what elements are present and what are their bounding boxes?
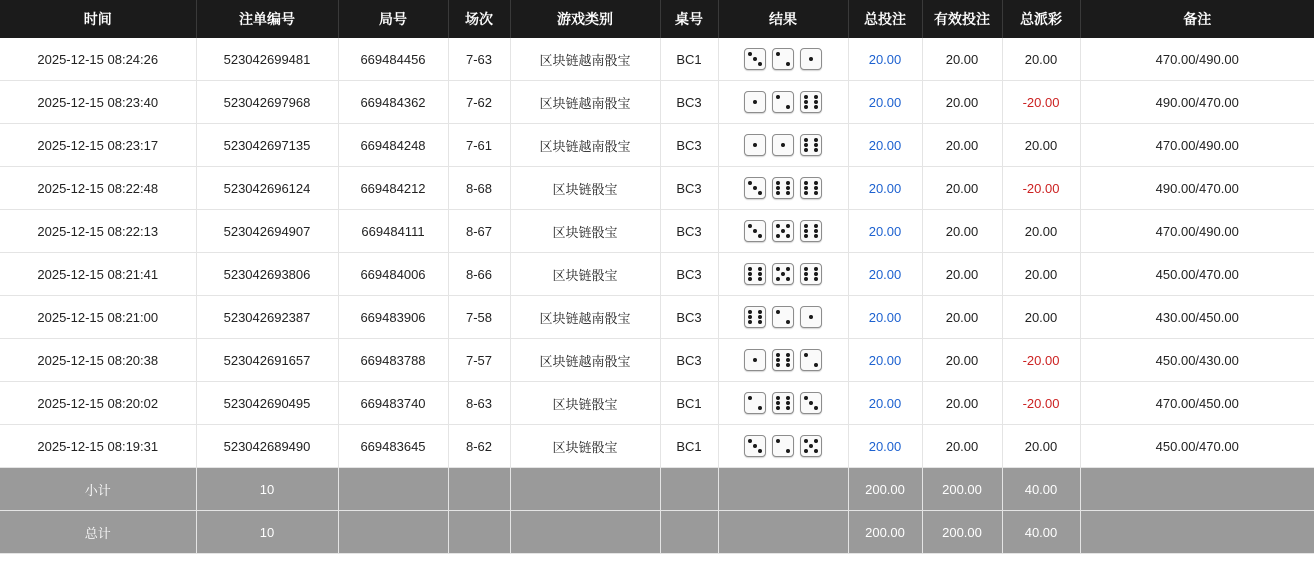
cell-total-bet: 20.00 [848, 382, 922, 425]
cell-valid-bet: 20.00 [922, 81, 1002, 124]
cell-total-bet: 20.00 [848, 339, 922, 382]
die-face-6 [744, 263, 766, 285]
table-header [0, 0, 1314, 38]
cell-session: 7-57 [448, 339, 510, 382]
dice-result-group [723, 177, 844, 199]
cell-round-no: 669484212 [338, 167, 448, 210]
cell-time: 2025-12-15 08:21:00 [0, 296, 196, 339]
summary-label: 总计 [0, 511, 196, 554]
cell-game-type: 区块链越南骰宝 [510, 124, 660, 167]
summary-total-payout: 40.00 [1002, 468, 1080, 511]
cell-session: 7-61 [448, 124, 510, 167]
die-face-1 [744, 134, 766, 156]
table-row [0, 382, 1314, 425]
summary-blank-round [338, 511, 448, 554]
table-row [0, 296, 1314, 339]
dice-result-group [723, 392, 844, 414]
die-face-1 [800, 306, 822, 328]
dice-result-group [723, 91, 844, 113]
cell-note: 490.00/470.00 [1080, 81, 1314, 124]
cell-game-type: 区块链骰宝 [510, 210, 660, 253]
cell-bet-id: 523042697968 [196, 81, 338, 124]
cell-total-bet: 20.00 [848, 124, 922, 167]
column-header-result: 结果 [718, 0, 848, 38]
cell-total-payout: 20.00 [1002, 210, 1080, 253]
cell-total-payout: -20.00 [1002, 382, 1080, 425]
die-face-1 [800, 48, 822, 70]
cell-time: 2025-12-15 08:24:26 [0, 38, 196, 81]
summary-blank-session [448, 511, 510, 554]
cell-round-no: 669484456 [338, 38, 448, 81]
cell-time: 2025-12-15 08:23:17 [0, 124, 196, 167]
cell-session: 7-62 [448, 81, 510, 124]
dice-result-group [723, 263, 844, 285]
cell-result [718, 382, 848, 425]
die-face-5 [800, 435, 822, 457]
die-face-6 [744, 306, 766, 328]
summary-total-payout: 40.00 [1002, 511, 1080, 554]
cell-total-payout: -20.00 [1002, 339, 1080, 382]
die-face-6 [800, 263, 822, 285]
cell-valid-bet: 20.00 [922, 425, 1002, 468]
cell-round-no: 669484111 [338, 210, 448, 253]
cell-note: 430.00/450.00 [1080, 296, 1314, 339]
table-body [0, 38, 1314, 554]
summary-blank-table [660, 468, 718, 511]
cell-bet-id: 523042694907 [196, 210, 338, 253]
column-header-total-bet: 总投注 [848, 0, 922, 38]
cell-result [718, 167, 848, 210]
cell-time: 2025-12-15 08:21:41 [0, 253, 196, 296]
cell-game-type: 区块链越南骰宝 [510, 339, 660, 382]
summary-total-bet: 200.00 [848, 511, 922, 554]
column-header-game-type: 游戏类别 [510, 0, 660, 38]
summary-blank-result [718, 511, 848, 554]
cell-total-bet: 20.00 [848, 167, 922, 210]
cell-note: 450.00/470.00 [1080, 253, 1314, 296]
cell-table-no: BC3 [660, 253, 718, 296]
die-face-6 [800, 91, 822, 113]
cell-game-type: 区块链骰宝 [510, 425, 660, 468]
cell-total-payout: 20.00 [1002, 425, 1080, 468]
column-header-total-payout: 总派彩 [1002, 0, 1080, 38]
table-row [0, 167, 1314, 210]
cell-total-bet: 20.00 [848, 81, 922, 124]
dice-result-group [723, 306, 844, 328]
cell-result [718, 253, 848, 296]
cell-round-no: 669484006 [338, 253, 448, 296]
die-face-6 [772, 177, 794, 199]
cell-time: 2025-12-15 08:22:48 [0, 167, 196, 210]
cell-table-no: BC3 [660, 81, 718, 124]
cell-table-no: BC1 [660, 38, 718, 81]
cell-bet-id: 523042693806 [196, 253, 338, 296]
table-row [0, 210, 1314, 253]
cell-total-bet: 20.00 [848, 210, 922, 253]
cell-result [718, 124, 848, 167]
cell-bet-id: 523042699481 [196, 38, 338, 81]
cell-table-no: BC3 [660, 124, 718, 167]
die-face-6 [800, 134, 822, 156]
table-row [0, 425, 1314, 468]
summary-blank-table [660, 511, 718, 554]
die-face-3 [800, 392, 822, 414]
dice-result-group [723, 349, 844, 371]
summary-count: 10 [196, 511, 338, 554]
die-face-3 [744, 177, 766, 199]
summary-label: 小计 [0, 468, 196, 511]
table-row [0, 124, 1314, 167]
dice-result-group [723, 134, 844, 156]
cell-time: 2025-12-15 08:23:40 [0, 81, 196, 124]
cell-result [718, 210, 848, 253]
cell-valid-bet: 20.00 [922, 382, 1002, 425]
cell-result [718, 296, 848, 339]
cell-table-no: BC1 [660, 425, 718, 468]
summary-blank-game [510, 511, 660, 554]
cell-total-payout: 20.00 [1002, 38, 1080, 81]
die-face-5 [772, 263, 794, 285]
cell-valid-bet: 20.00 [922, 167, 1002, 210]
dice-result-group [723, 48, 844, 70]
die-face-6 [800, 220, 822, 242]
cell-note: 450.00/430.00 [1080, 339, 1314, 382]
die-face-2 [772, 435, 794, 457]
cell-time: 2025-12-15 08:20:38 [0, 339, 196, 382]
cell-bet-id: 523042697135 [196, 124, 338, 167]
cell-game-type: 区块链越南骰宝 [510, 296, 660, 339]
cell-total-payout: 20.00 [1002, 296, 1080, 339]
cell-bet-id: 523042691657 [196, 339, 338, 382]
cell-game-type: 区块链骰宝 [510, 382, 660, 425]
cell-table-no: BC3 [660, 210, 718, 253]
cell-round-no: 669484362 [338, 81, 448, 124]
die-face-2 [772, 48, 794, 70]
die-face-6 [772, 392, 794, 414]
cell-valid-bet: 20.00 [922, 210, 1002, 253]
cell-table-no: BC3 [660, 296, 718, 339]
cell-round-no: 669483788 [338, 339, 448, 382]
cell-total-bet: 20.00 [848, 38, 922, 81]
column-header-note: 备注 [1080, 0, 1314, 38]
cell-note: 470.00/450.00 [1080, 382, 1314, 425]
cell-total-payout: -20.00 [1002, 81, 1080, 124]
die-face-2 [800, 349, 822, 371]
cell-result [718, 339, 848, 382]
cell-round-no: 669483906 [338, 296, 448, 339]
cell-note: 470.00/490.00 [1080, 38, 1314, 81]
cell-round-no: 669483740 [338, 382, 448, 425]
die-face-5 [772, 220, 794, 242]
dice-result-group [723, 435, 844, 457]
summary-count: 10 [196, 468, 338, 511]
die-face-6 [800, 177, 822, 199]
cell-round-no: 669484248 [338, 124, 448, 167]
cell-valid-bet: 20.00 [922, 124, 1002, 167]
cell-time: 2025-12-15 08:20:02 [0, 382, 196, 425]
die-face-2 [744, 392, 766, 414]
cell-note: 450.00/470.00 [1080, 425, 1314, 468]
cell-total-bet: 20.00 [848, 296, 922, 339]
die-face-3 [744, 220, 766, 242]
cell-result [718, 425, 848, 468]
cell-note: 470.00/490.00 [1080, 210, 1314, 253]
cell-game-type: 区块链越南骰宝 [510, 38, 660, 81]
cell-bet-id: 523042696124 [196, 167, 338, 210]
cell-time: 2025-12-15 08:19:31 [0, 425, 196, 468]
cell-valid-bet: 20.00 [922, 339, 1002, 382]
die-face-1 [744, 349, 766, 371]
die-face-3 [744, 435, 766, 457]
summary-total-bet: 200.00 [848, 468, 922, 511]
cell-valid-bet: 20.00 [922, 253, 1002, 296]
column-header-round-no: 局号 [338, 0, 448, 38]
die-face-3 [744, 48, 766, 70]
summary-blank-result [718, 468, 848, 511]
cell-session: 8-62 [448, 425, 510, 468]
cell-table-no: BC3 [660, 339, 718, 382]
cell-note: 470.00/490.00 [1080, 124, 1314, 167]
summary-valid-bet: 200.00 [922, 468, 1002, 511]
cell-bet-id: 523042692387 [196, 296, 338, 339]
cell-note: 490.00/470.00 [1080, 167, 1314, 210]
cell-total-bet: 20.00 [848, 253, 922, 296]
table-row [0, 253, 1314, 296]
summary-blank-note [1080, 468, 1314, 511]
die-face-1 [772, 134, 794, 156]
column-header-time: 时间 [0, 0, 196, 38]
cell-session: 7-58 [448, 296, 510, 339]
cell-total-payout: 20.00 [1002, 253, 1080, 296]
cell-round-no: 669483645 [338, 425, 448, 468]
column-header-valid-bet: 有效投注 [922, 0, 1002, 38]
cell-session: 8-63 [448, 382, 510, 425]
cell-table-no: BC3 [660, 167, 718, 210]
column-header-bet-id: 注单编号 [196, 0, 338, 38]
summary-blank-session [448, 468, 510, 511]
cell-session: 8-66 [448, 253, 510, 296]
summary-row-total [0, 511, 1314, 554]
cell-session: 7-63 [448, 38, 510, 81]
die-face-2 [772, 306, 794, 328]
cell-bet-id: 523042689490 [196, 425, 338, 468]
cell-table-no: BC1 [660, 382, 718, 425]
cell-time: 2025-12-15 08:22:13 [0, 210, 196, 253]
table-row [0, 339, 1314, 382]
summary-blank-note [1080, 511, 1314, 554]
column-header-table-no: 桌号 [660, 0, 718, 38]
cell-session: 8-68 [448, 167, 510, 210]
summary-valid-bet: 200.00 [922, 511, 1002, 554]
die-face-6 [772, 349, 794, 371]
cell-result [718, 81, 848, 124]
cell-game-type: 区块链骰宝 [510, 253, 660, 296]
die-face-2 [772, 91, 794, 113]
summary-blank-game [510, 468, 660, 511]
cell-game-type: 区块链越南骰宝 [510, 81, 660, 124]
cell-total-bet: 20.00 [848, 425, 922, 468]
table-header-row [0, 0, 1314, 38]
column-header-session: 场次 [448, 0, 510, 38]
cell-total-payout: -20.00 [1002, 167, 1080, 210]
cell-valid-bet: 20.00 [922, 38, 1002, 81]
cell-session: 8-67 [448, 210, 510, 253]
table-row [0, 38, 1314, 81]
cell-game-type: 区块链骰宝 [510, 167, 660, 210]
die-face-1 [744, 91, 766, 113]
summary-row-subtotal [0, 468, 1314, 511]
summary-blank-round [338, 468, 448, 511]
cell-total-payout: 20.00 [1002, 124, 1080, 167]
cell-valid-bet: 20.00 [922, 296, 1002, 339]
dice-result-group [723, 220, 844, 242]
cell-bet-id: 523042690495 [196, 382, 338, 425]
cell-result [718, 38, 848, 81]
table-row [0, 81, 1314, 124]
